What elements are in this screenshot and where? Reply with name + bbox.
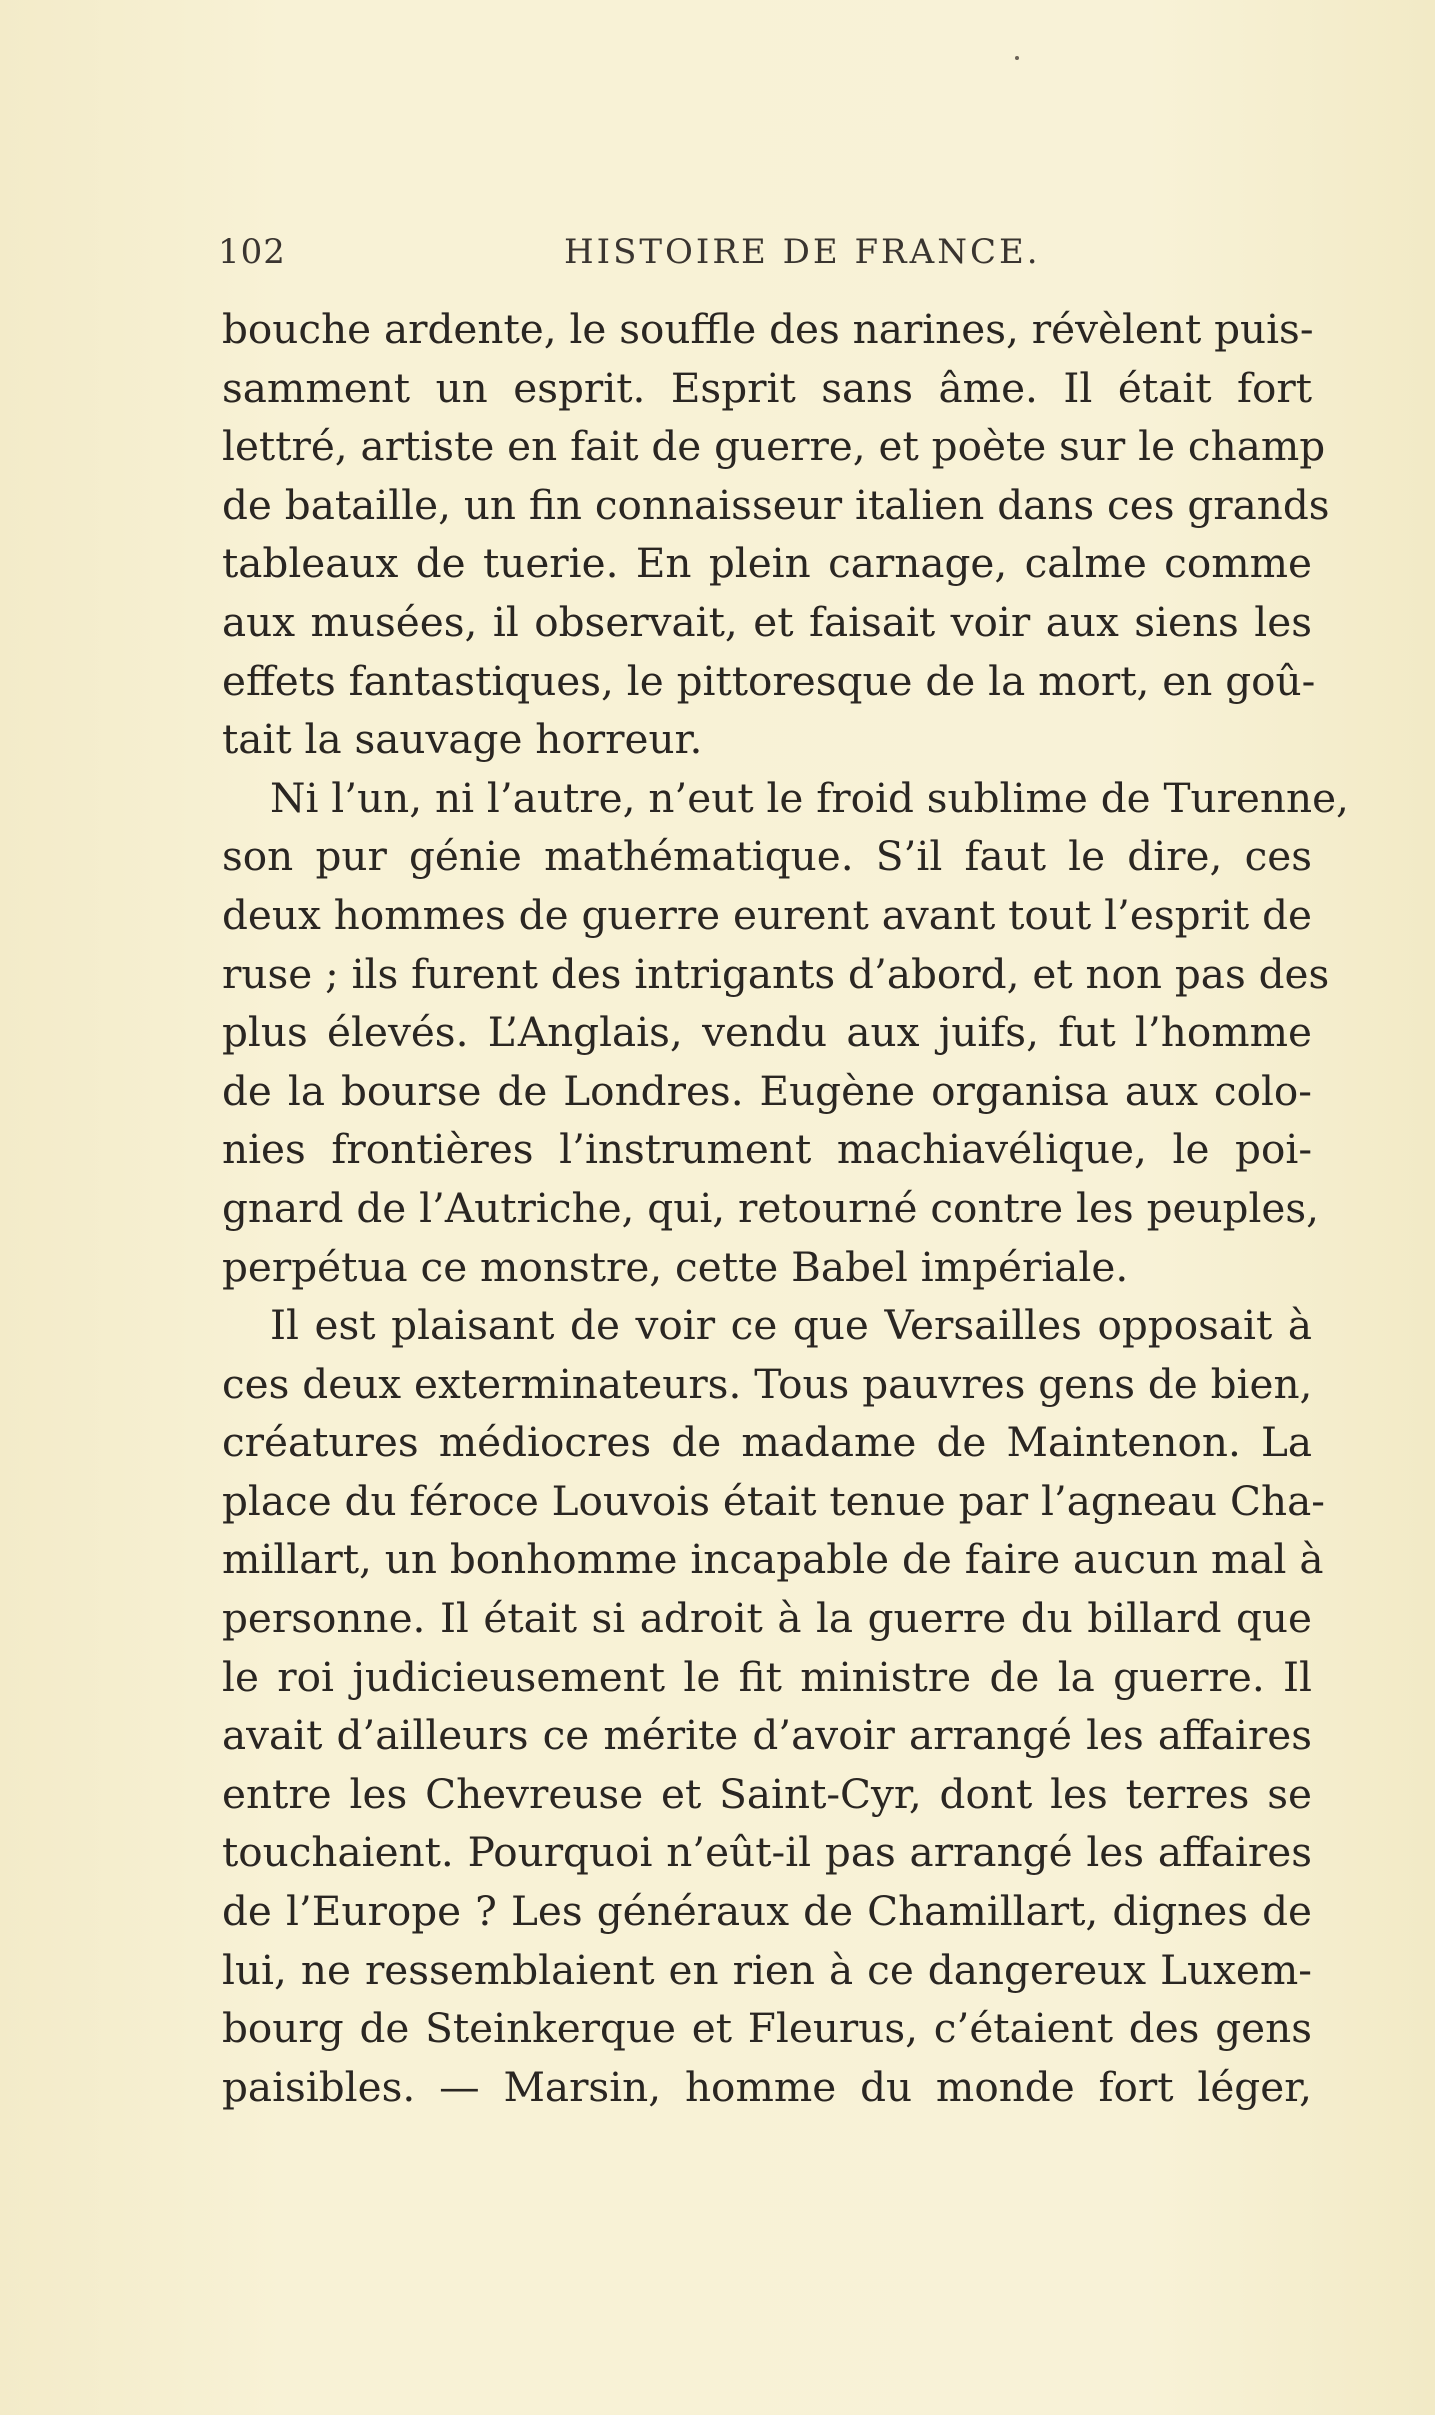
- text-line: gnard de l’Autriche, qui, retourné contre les peuples,: [222, 1183, 1320, 1232]
- text-line: touchaient. Pourquoi n’eût-il pas arrangé les affaires: [222, 1828, 1312, 1877]
- paragraph-start-line: Ni l’un, ni l’autre, n’eut le froid sublime de Turenne,: [270, 773, 1349, 822]
- text-line: de la bourse de Londres. Eugène organisa aux colo-: [222, 1066, 1312, 1115]
- text-line: samment un esprit. Esprit sans âme. Il était fort: [222, 363, 1312, 412]
- ink-speck: [1015, 56, 1019, 60]
- body-text: [222, 300, 1349, 2116]
- text-line: son pur génie mathématique. S’il faut le dire, ces: [222, 832, 1312, 881]
- text-line: tait la sauvage horreur.: [222, 715, 703, 764]
- text-line: personne. Il était si adroit à la guerre du billard que: [222, 1594, 1312, 1643]
- text-line: effets fantastiques, le pittoresque de la mort, en goû-: [222, 656, 1316, 705]
- text-line: lettré, artiste en fait de guerre, et poète sur le champ: [222, 422, 1326, 471]
- text-line: entre les Chevreuse et Saint-Cyr, dont les terres se: [222, 1769, 1312, 1818]
- text-line: bourg de Steinkerque et Fleurus, c’étaient des gens: [222, 2004, 1312, 2053]
- text-line: nies frontières l’instrument machiavélique, le poi-: [222, 1125, 1312, 1174]
- text-line: avait d’ailleurs ce mérite d’avoir arrangé les affaires: [222, 1711, 1312, 1760]
- running-head: HISTOIRE DE FRANCE.: [564, 232, 1041, 272]
- text-line: aux musées, il observait, et faisait voir aux siens les: [222, 597, 1312, 646]
- text-line: ruse ; ils furent des intrigants d’abord, et non pas des: [222, 949, 1330, 998]
- text-line: perpétua ce monstre, cette Babel impériale.: [222, 1242, 1129, 1291]
- text-line: millart, un bonhomme incapable de faire aucun mal à: [222, 1535, 1324, 1584]
- text-line: de l’Europe ? Les généraux de Chamillart, dignes de: [222, 1887, 1312, 1936]
- text-line: le roi judicieusement le fit ministre de la guerre. Il: [222, 1652, 1312, 1701]
- text-line: lui, ne ressemblaient en rien à ce dangereux Luxem-: [222, 1945, 1312, 1994]
- text-line: plus élevés. L’Anglais, vendu aux juifs, fut l’homme: [222, 1008, 1312, 1057]
- text-line: de bataille, un fin connaisseur italien dans ces grands: [222, 480, 1330, 529]
- paragraph-start-line: Il est plaisant de voir ce que Versailles opposait à: [270, 1301, 1312, 1350]
- text-line: ces deux exterminateurs. Tous pauvres gens de bien,: [222, 1359, 1313, 1408]
- text-line: place du féroce Louvois était tenue par l’agneau Cha-: [222, 1476, 1325, 1525]
- text-line: créatures médiocres de madame de Maintenon. La: [222, 1418, 1312, 1467]
- text-line: tableaux de tuerie. En plein carnage, calme comme: [222, 539, 1312, 588]
- page-number: 102: [218, 232, 286, 272]
- text-line: deux hommes de guerre eurent avant tout l’esprit de: [222, 890, 1312, 939]
- text-line: bouche ardente, le souffle des narines, révèlent puis-: [222, 305, 1314, 353]
- page-header: [218, 232, 1318, 292]
- text-line: paisibles. — Marsin, homme du monde fort léger,: [222, 2062, 1312, 2111]
